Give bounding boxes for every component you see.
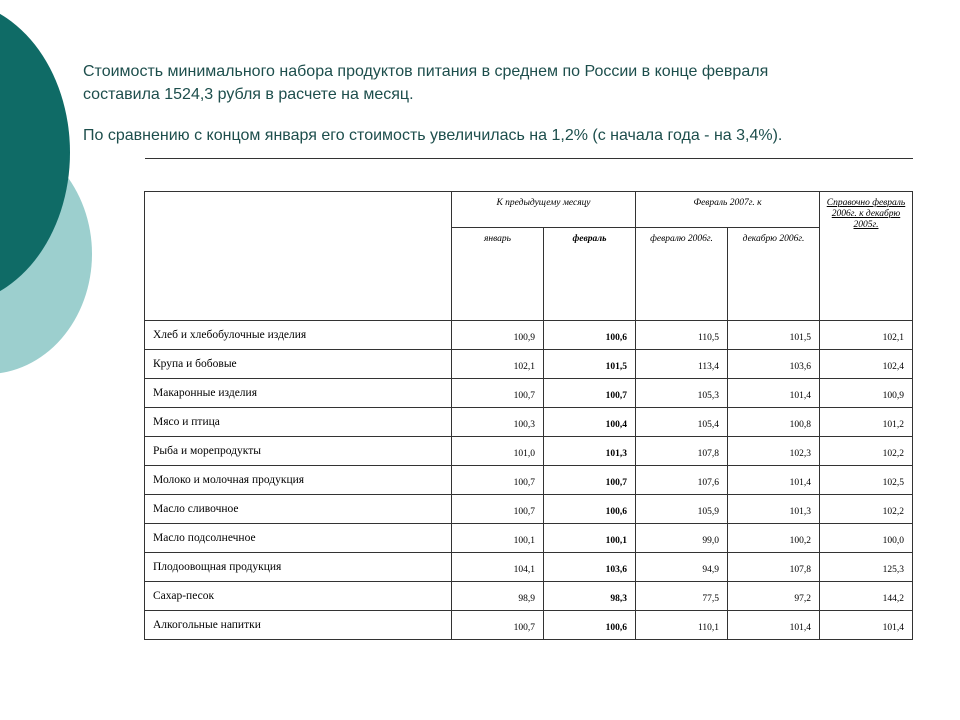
row-value: 105,4 bbox=[636, 408, 728, 437]
row-value: 100,4 bbox=[544, 408, 636, 437]
row-value: 100,7 bbox=[452, 495, 544, 524]
row-value: 100,9 bbox=[452, 321, 544, 350]
row-label: Рыба и морепродукты bbox=[145, 437, 452, 466]
row-value: 102,2 bbox=[820, 437, 913, 466]
row-label: Плодоовощная продукция bbox=[145, 553, 452, 582]
table-row bbox=[145, 582, 913, 611]
row-label: Хлеб и хлебобулочные изделия bbox=[145, 321, 452, 350]
table-row bbox=[145, 437, 913, 466]
row-value: 107,8 bbox=[636, 437, 728, 466]
title-line-3: По сравнению с концом января его стоимость увеличилась на 1,2% (с начала года - на 3,4%). bbox=[83, 127, 783, 144]
row-value: 101,5 bbox=[544, 350, 636, 379]
row-value: 144,2 bbox=[820, 582, 913, 611]
row-label: Масло сливочное bbox=[145, 495, 452, 524]
row-value: 100,7 bbox=[544, 466, 636, 495]
row-value: 102,2 bbox=[820, 495, 913, 524]
row-value: 100,3 bbox=[452, 408, 544, 437]
row-value: 110,1 bbox=[636, 611, 728, 640]
title-divider bbox=[145, 158, 913, 159]
row-value: 101,4 bbox=[728, 379, 820, 408]
table-row bbox=[145, 321, 913, 350]
row-value: 101,0 bbox=[452, 437, 544, 466]
table-row bbox=[145, 553, 913, 582]
row-value: 94,9 bbox=[636, 553, 728, 582]
row-value: 98,3 bbox=[544, 582, 636, 611]
row-value: 100,7 bbox=[452, 379, 544, 408]
row-label: Молоко и молочная продукция bbox=[145, 466, 452, 495]
subheader-feb-2006: февралю 2006г. bbox=[636, 228, 728, 321]
row-value: 100,8 bbox=[728, 408, 820, 437]
row-value: 110,5 bbox=[636, 321, 728, 350]
table-row bbox=[145, 466, 913, 495]
table-row bbox=[145, 350, 913, 379]
row-value: 102,1 bbox=[820, 321, 913, 350]
row-value: 101,4 bbox=[820, 611, 913, 640]
row-value: 100,2 bbox=[728, 524, 820, 553]
row-value: 99,0 bbox=[636, 524, 728, 553]
row-value: 103,6 bbox=[728, 350, 820, 379]
row-value: 77,5 bbox=[636, 582, 728, 611]
row-value: 101,4 bbox=[728, 611, 820, 640]
row-value: 97,2 bbox=[728, 582, 820, 611]
row-value: 98,9 bbox=[452, 582, 544, 611]
row-value: 102,4 bbox=[820, 350, 913, 379]
row-value: 105,3 bbox=[636, 379, 728, 408]
table-row bbox=[145, 611, 913, 640]
table-row bbox=[145, 408, 913, 437]
row-value: 102,5 bbox=[820, 466, 913, 495]
row-label: Крупа и бобовые bbox=[145, 350, 452, 379]
table-row bbox=[145, 379, 913, 408]
row-value: 113,4 bbox=[636, 350, 728, 379]
row-value: 101,3 bbox=[544, 437, 636, 466]
row-value: 104,1 bbox=[452, 553, 544, 582]
title-line-1: Стоимость минимального набора продуктов питания в среднем по России в конце февраля bbox=[83, 63, 769, 80]
row-value: 100,7 bbox=[452, 466, 544, 495]
row-value: 100,0 bbox=[820, 524, 913, 553]
row-value: 125,3 bbox=[820, 553, 913, 582]
table-row bbox=[145, 495, 913, 524]
subheader-february: февраль bbox=[544, 228, 636, 321]
row-label: Алкогольные напитки bbox=[145, 611, 452, 640]
row-value: 101,2 bbox=[820, 408, 913, 437]
row-value: 100,1 bbox=[452, 524, 544, 553]
slide-title bbox=[83, 60, 933, 147]
header-reference: Справочно февраль 2006г. к декабрю 2005г. bbox=[820, 192, 913, 321]
row-value: 107,6 bbox=[636, 466, 728, 495]
row-value: 100,6 bbox=[544, 495, 636, 524]
row-label: Сахар-песок bbox=[145, 582, 452, 611]
row-value: 101,5 bbox=[728, 321, 820, 350]
table-row bbox=[145, 524, 913, 553]
row-value: 105,9 bbox=[636, 495, 728, 524]
row-value: 100,6 bbox=[544, 321, 636, 350]
title-line-2: составила 1524,3 рубля в расчете на месяц. bbox=[83, 86, 414, 103]
row-label: Мясо и птица bbox=[145, 408, 452, 437]
row-value: 100,1 bbox=[544, 524, 636, 553]
price-index-table bbox=[144, 191, 913, 640]
row-label: Масло подсолнечное bbox=[145, 524, 452, 553]
row-value: 100,9 bbox=[820, 379, 913, 408]
row-label: Макаронные изделия bbox=[145, 379, 452, 408]
row-value: 100,7 bbox=[544, 379, 636, 408]
row-value: 102,3 bbox=[728, 437, 820, 466]
row-value: 103,6 bbox=[544, 553, 636, 582]
row-value: 107,8 bbox=[728, 553, 820, 582]
header-feb-2007: Февраль 2007г. к bbox=[636, 192, 820, 228]
subheader-dec-2006: декабрю 2006г. bbox=[728, 228, 820, 321]
header-blank-cell bbox=[145, 192, 452, 321]
header-prev-month: К предыдущему месяцу bbox=[452, 192, 636, 228]
row-value: 101,4 bbox=[728, 466, 820, 495]
row-value: 100,7 bbox=[452, 611, 544, 640]
row-value: 101,3 bbox=[728, 495, 820, 524]
row-value: 102,1 bbox=[452, 350, 544, 379]
subheader-january: январь bbox=[452, 228, 544, 321]
row-value: 100,6 bbox=[544, 611, 636, 640]
